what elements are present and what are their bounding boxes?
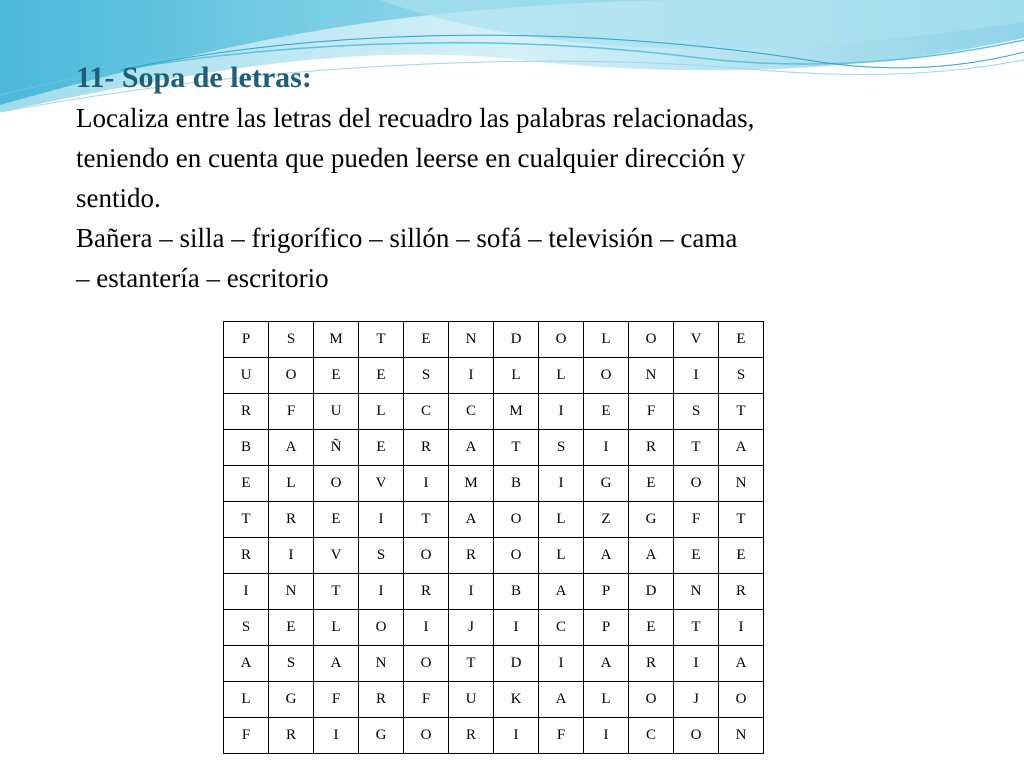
grid-cell: N [359,646,404,682]
grid-cell: G [359,718,404,754]
grid-cell: I [719,610,764,646]
grid-cell: I [449,358,494,394]
grid-cell: I [674,646,719,682]
grid-cell: O [584,358,629,394]
grid-cell: U [314,394,359,430]
grid-cell: T [404,502,449,538]
grid-cell: B [494,466,539,502]
grid-cell: E [314,502,359,538]
grid-cell: V [359,466,404,502]
grid-cell: R [449,538,494,574]
grid-cell: B [494,574,539,610]
grid-row [224,394,764,430]
grid-cell: E [314,358,359,394]
grid-cell: L [584,682,629,718]
grid-cell: A [629,538,674,574]
grid-cell: I [404,610,449,646]
grid-cell: D [629,574,674,610]
grid-row [224,574,764,610]
grid-cell: N [629,358,674,394]
grid-cell: I [584,718,629,754]
grid-cell: R [629,430,674,466]
grid-cell: T [314,574,359,610]
slide-content [76,58,956,298]
grid-cell: R [404,430,449,466]
grid-cell: E [719,322,764,358]
grid-cell: I [494,718,539,754]
grid-row [224,646,764,682]
grid-cell: O [674,466,719,502]
grid-cell: C [629,718,674,754]
grid-cell: I [314,718,359,754]
grid-cell: E [269,610,314,646]
grid-cell: A [449,430,494,466]
instructions-line-2: teniendo en cuenta que pueden leerse en cualquier dirección y [76,143,746,173]
grid-cell: G [269,682,314,718]
grid-cell: S [359,538,404,574]
grid-cell: F [629,394,674,430]
grid-cell: T [359,322,404,358]
grid-cell: S [224,610,269,646]
grid-cell: U [224,358,269,394]
grid-cell: L [539,502,584,538]
grid-cell: I [269,538,314,574]
grid-cell: R [224,538,269,574]
grid-cell: S [404,358,449,394]
word-list-line-1: Bañera – silla – frigorífico – sillón – sofá – televisión – cama [76,223,738,253]
grid-cell: I [494,610,539,646]
grid-cell: N [674,574,719,610]
grid-cell: O [359,610,404,646]
grid-row [224,358,764,394]
grid-cell: T [674,610,719,646]
grid-cell: O [539,322,584,358]
grid-cell: F [404,682,449,718]
grid-cell: S [269,646,314,682]
grid-cell: R [719,574,764,610]
grid-row [224,466,764,502]
grid-cell: E [359,430,404,466]
grid-row [224,430,764,466]
grid-cell: O [269,358,314,394]
grid-cell: E [584,394,629,430]
grid-cell: V [314,538,359,574]
grid-cell: F [314,682,359,718]
grid-cell: R [404,574,449,610]
grid-cell: I [224,574,269,610]
grid-cell: A [314,646,359,682]
grid-cell: O [314,466,359,502]
grid-cell: O [404,538,449,574]
grid-cell: A [269,430,314,466]
grid-cell: R [269,502,314,538]
grid-cell: P [584,574,629,610]
grid-cell: B [224,430,269,466]
grid-cell: A [224,646,269,682]
grid-cell: S [674,394,719,430]
grid-cell: M [314,322,359,358]
grid-cell: U [449,682,494,718]
grid-cell: P [584,610,629,646]
grid-cell: E [404,322,449,358]
grid-cell: Ñ [314,430,359,466]
grid-cell: L [359,394,404,430]
grid-cell: C [449,394,494,430]
grid-cell: R [629,646,674,682]
grid-cell: I [539,394,584,430]
grid-cell: T [719,394,764,430]
grid-cell: A [584,538,629,574]
grid-cell: D [494,322,539,358]
grid-cell: K [494,682,539,718]
grid-cell: D [494,646,539,682]
grid-cell: M [449,466,494,502]
grid-cell: G [629,502,674,538]
grid-cell: I [359,502,404,538]
word-list-line-2: – estantería – escritorio [76,263,329,293]
grid-cell: L [269,466,314,502]
grid-cell: L [224,682,269,718]
grid-cell: R [449,718,494,754]
grid-cell: J [674,682,719,718]
grid-cell: F [269,394,314,430]
grid-cell: I [404,466,449,502]
grid-cell: R [359,682,404,718]
grid-row [224,682,764,718]
grid-cell: I [539,466,584,502]
grid-cell: S [269,322,314,358]
grid-cell: T [449,646,494,682]
grid-cell: S [539,430,584,466]
grid-cell: A [539,682,584,718]
grid-cell: A [539,574,584,610]
grid-cell: F [674,502,719,538]
grid-row [224,502,764,538]
grid-cell: R [224,394,269,430]
grid-cell: A [719,646,764,682]
grid-cell: I [674,358,719,394]
grid-cell: E [629,610,674,646]
grid-cell: O [494,502,539,538]
word-search-grid [223,321,764,754]
grid-cell: L [314,610,359,646]
grid-cell: L [539,358,584,394]
grid-cell: O [719,682,764,718]
grid-cell: F [224,718,269,754]
grid-cell: L [494,358,539,394]
grid-cell: L [584,322,629,358]
grid-cell: A [584,646,629,682]
grid-cell: T [719,502,764,538]
grid-cell: O [674,718,719,754]
grid-cell: O [404,718,449,754]
grid-cell: E [224,466,269,502]
grid-cell: I [359,574,404,610]
grid-cell: P [224,322,269,358]
grid-cell: E [629,466,674,502]
grid-cell: J [449,610,494,646]
grid-cell: O [629,682,674,718]
grid-cell: C [404,394,449,430]
grid-cell: C [539,610,584,646]
instructions-line-1: Localiza entre las letras del recuadro las palabras relacionadas, [76,103,755,133]
grid-cell: T [224,502,269,538]
grid-cell: M [494,394,539,430]
grid-cell: A [719,430,764,466]
grid-cell: O [404,646,449,682]
grid-cell: G [584,466,629,502]
grid-cell: R [269,718,314,754]
grid-cell: N [719,466,764,502]
grid-cell: Z [584,502,629,538]
grid-cell: E [674,538,719,574]
grid-cell: A [449,502,494,538]
grid-row [224,538,764,574]
grid-cell: T [674,430,719,466]
word-search-grid-container [223,321,764,754]
grid-cell: V [674,322,719,358]
instructions-line-3: sentido. [76,183,161,213]
grid-cell: E [719,538,764,574]
grid-cell: E [359,358,404,394]
grid-cell: I [584,430,629,466]
grid-cell: N [269,574,314,610]
grid-row [224,322,764,358]
grid-cell: L [539,538,584,574]
grid-cell: S [719,358,764,394]
grid-row [224,610,764,646]
grid-cell: O [494,538,539,574]
grid-cell: N [719,718,764,754]
grid-cell: F [539,718,584,754]
grid-cell: N [449,322,494,358]
grid-cell: T [494,430,539,466]
slide-title: 11- Sopa de letras: [76,61,312,94]
grid-cell: O [629,322,674,358]
grid-row [224,718,764,754]
grid-cell: I [449,574,494,610]
grid-cell: I [539,646,584,682]
